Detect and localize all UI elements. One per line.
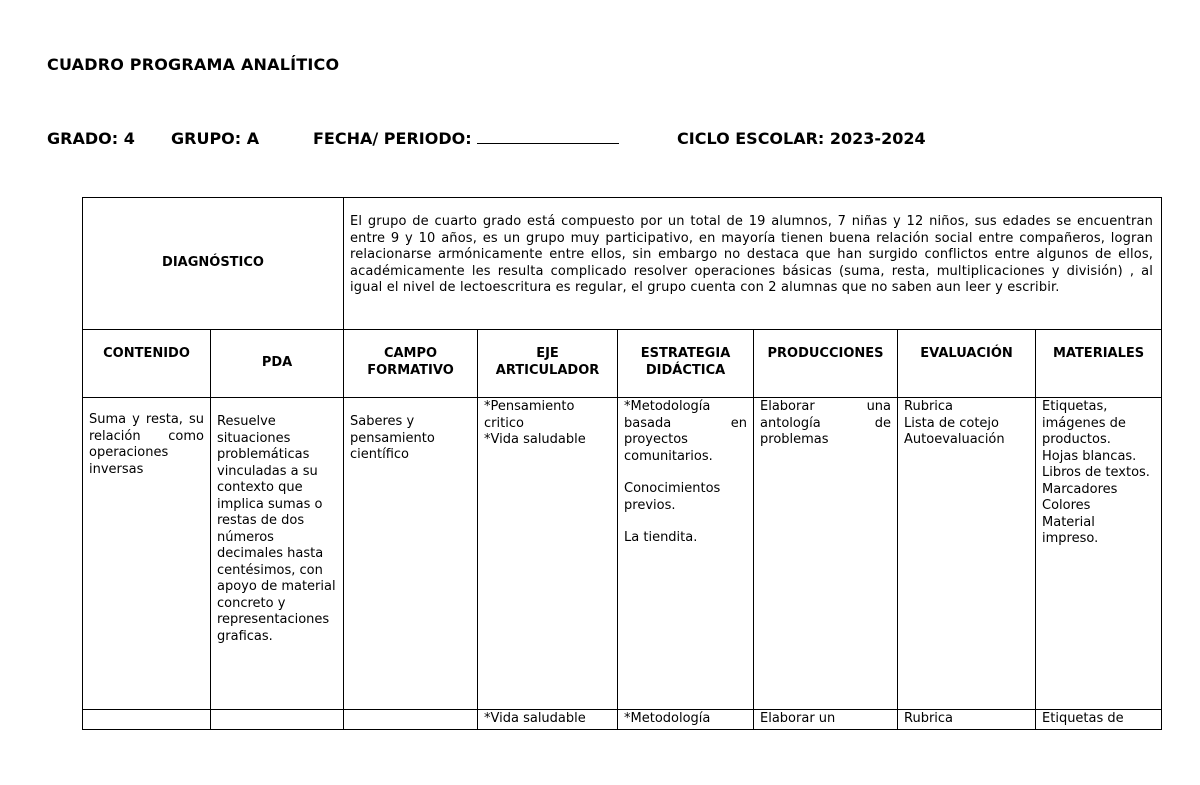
estrategia-item: Conocimientos previos. [624, 481, 721, 513]
eje-articulador-cell: *Vida saludable [478, 710, 618, 730]
evaluacion-cell: Rubrica [898, 710, 1036, 730]
diagnostico-label: DIAGNÓSTICO [83, 198, 344, 330]
materiales-item: Colores [1042, 498, 1091, 513]
grado-label: GRADO: 4 [47, 129, 135, 148]
fecha-blank-line [477, 129, 619, 144]
contenido-cell [83, 710, 211, 730]
producciones-cell: Elaborar un [754, 710, 898, 730]
evaluacion-cell [898, 398, 1036, 710]
header-producciones: PRODUCCIONES [754, 330, 898, 398]
header-eje-articulador: EJE ARTICULADOR [478, 330, 618, 398]
ciclo-escolar-label: CICLO ESCOLAR: 2023-2024 [677, 129, 926, 148]
table-row [83, 710, 1162, 730]
header-materiales: MATERIALES [1036, 330, 1162, 398]
materiales-cell: Etiquetas de [1036, 710, 1162, 730]
contenido-cell: Suma y resta, su relación como operaciones inversas [83, 398, 211, 710]
evaluacion-item: Autoevaluación [904, 432, 1005, 447]
campo-formativo-cell [344, 710, 478, 730]
campo-formativo-cell: Saberes y pensamiento científico [344, 398, 478, 710]
header-evaluacion: EVALUACIÓN [898, 330, 1036, 398]
materiales-item: Hojas blancas. [1042, 448, 1137, 464]
table-row [83, 398, 1162, 710]
pda-cell [211, 710, 344, 730]
header-contenido: CONTENIDO [83, 330, 211, 398]
estrategia-cell [618, 398, 754, 710]
document-title: CUADRO PROGRAMA ANALÍTICO [47, 55, 340, 74]
producciones-cell: Elaborar una antología de problemas [754, 398, 898, 710]
grupo-label: GRUPO: A [171, 129, 260, 148]
diagnostico-text: El grupo de cuarto grado está compuesto por un total de 19 alumnos, 7 niñas y 12 niños, sus edades se encuentran entre 9 y 10 años, es un grupo muy participativo, en mayoría tienen buena relación social entre compañeros, logran relacionarse armónicamente entre ellos, sin embargo no destaca que han surgido conflictos entre algunos de ellos, académicamente les resulta complicado resolver operaciones básicas (suma, resta, multiplicaciones y división) , al igual el nivel de lectoescritura es regular, el grupo cuenta con 2 alumnas que no saben aun leer y escribir. [344, 198, 1162, 330]
programa-table [82, 197, 1162, 730]
header-row [83, 330, 1162, 398]
eje-articulador-cell [478, 398, 618, 710]
pda-cell: Resuelve situaciones problemáticas vinculadas a su contexto que implica sumas o restas de dos números decimales hasta centésimos, con apoyo de material concreto y representaciones graficas. [211, 398, 344, 710]
fecha-periodo [313, 129, 619, 148]
estrategia-item: *Metodología basada en proyectos comunitarios. [624, 399, 748, 464]
fecha-label: FECHA/ PERIODO: [313, 129, 472, 148]
eje-item: *Pensamiento critico [484, 399, 575, 431]
header-estrategia-didactica: ESTRATEGIA DIDÁCTICA [618, 330, 754, 398]
materiales-item: Marcadores [1042, 481, 1118, 497]
materiales-item: Etiquetas, imágenes de productos. [1042, 399, 1126, 447]
eje-item: *Vida saludable [484, 432, 586, 447]
materiales-item: Material impreso. [1042, 514, 1099, 546]
materiales-cell [1036, 398, 1162, 710]
evaluacion-item: Rubrica [904, 399, 954, 414]
evaluacion-item: Lista de cotejo [904, 415, 999, 431]
diagnostico-row [83, 198, 1162, 330]
header-campo-formativo: CAMPO FORMATIVO [344, 330, 478, 398]
estrategia-item: La tiendita. [624, 530, 698, 545]
materiales-item: Libros de textos. [1042, 465, 1150, 480]
estrategia-cell: *Metodología [618, 710, 754, 730]
header-pda: PDA [211, 330, 344, 398]
